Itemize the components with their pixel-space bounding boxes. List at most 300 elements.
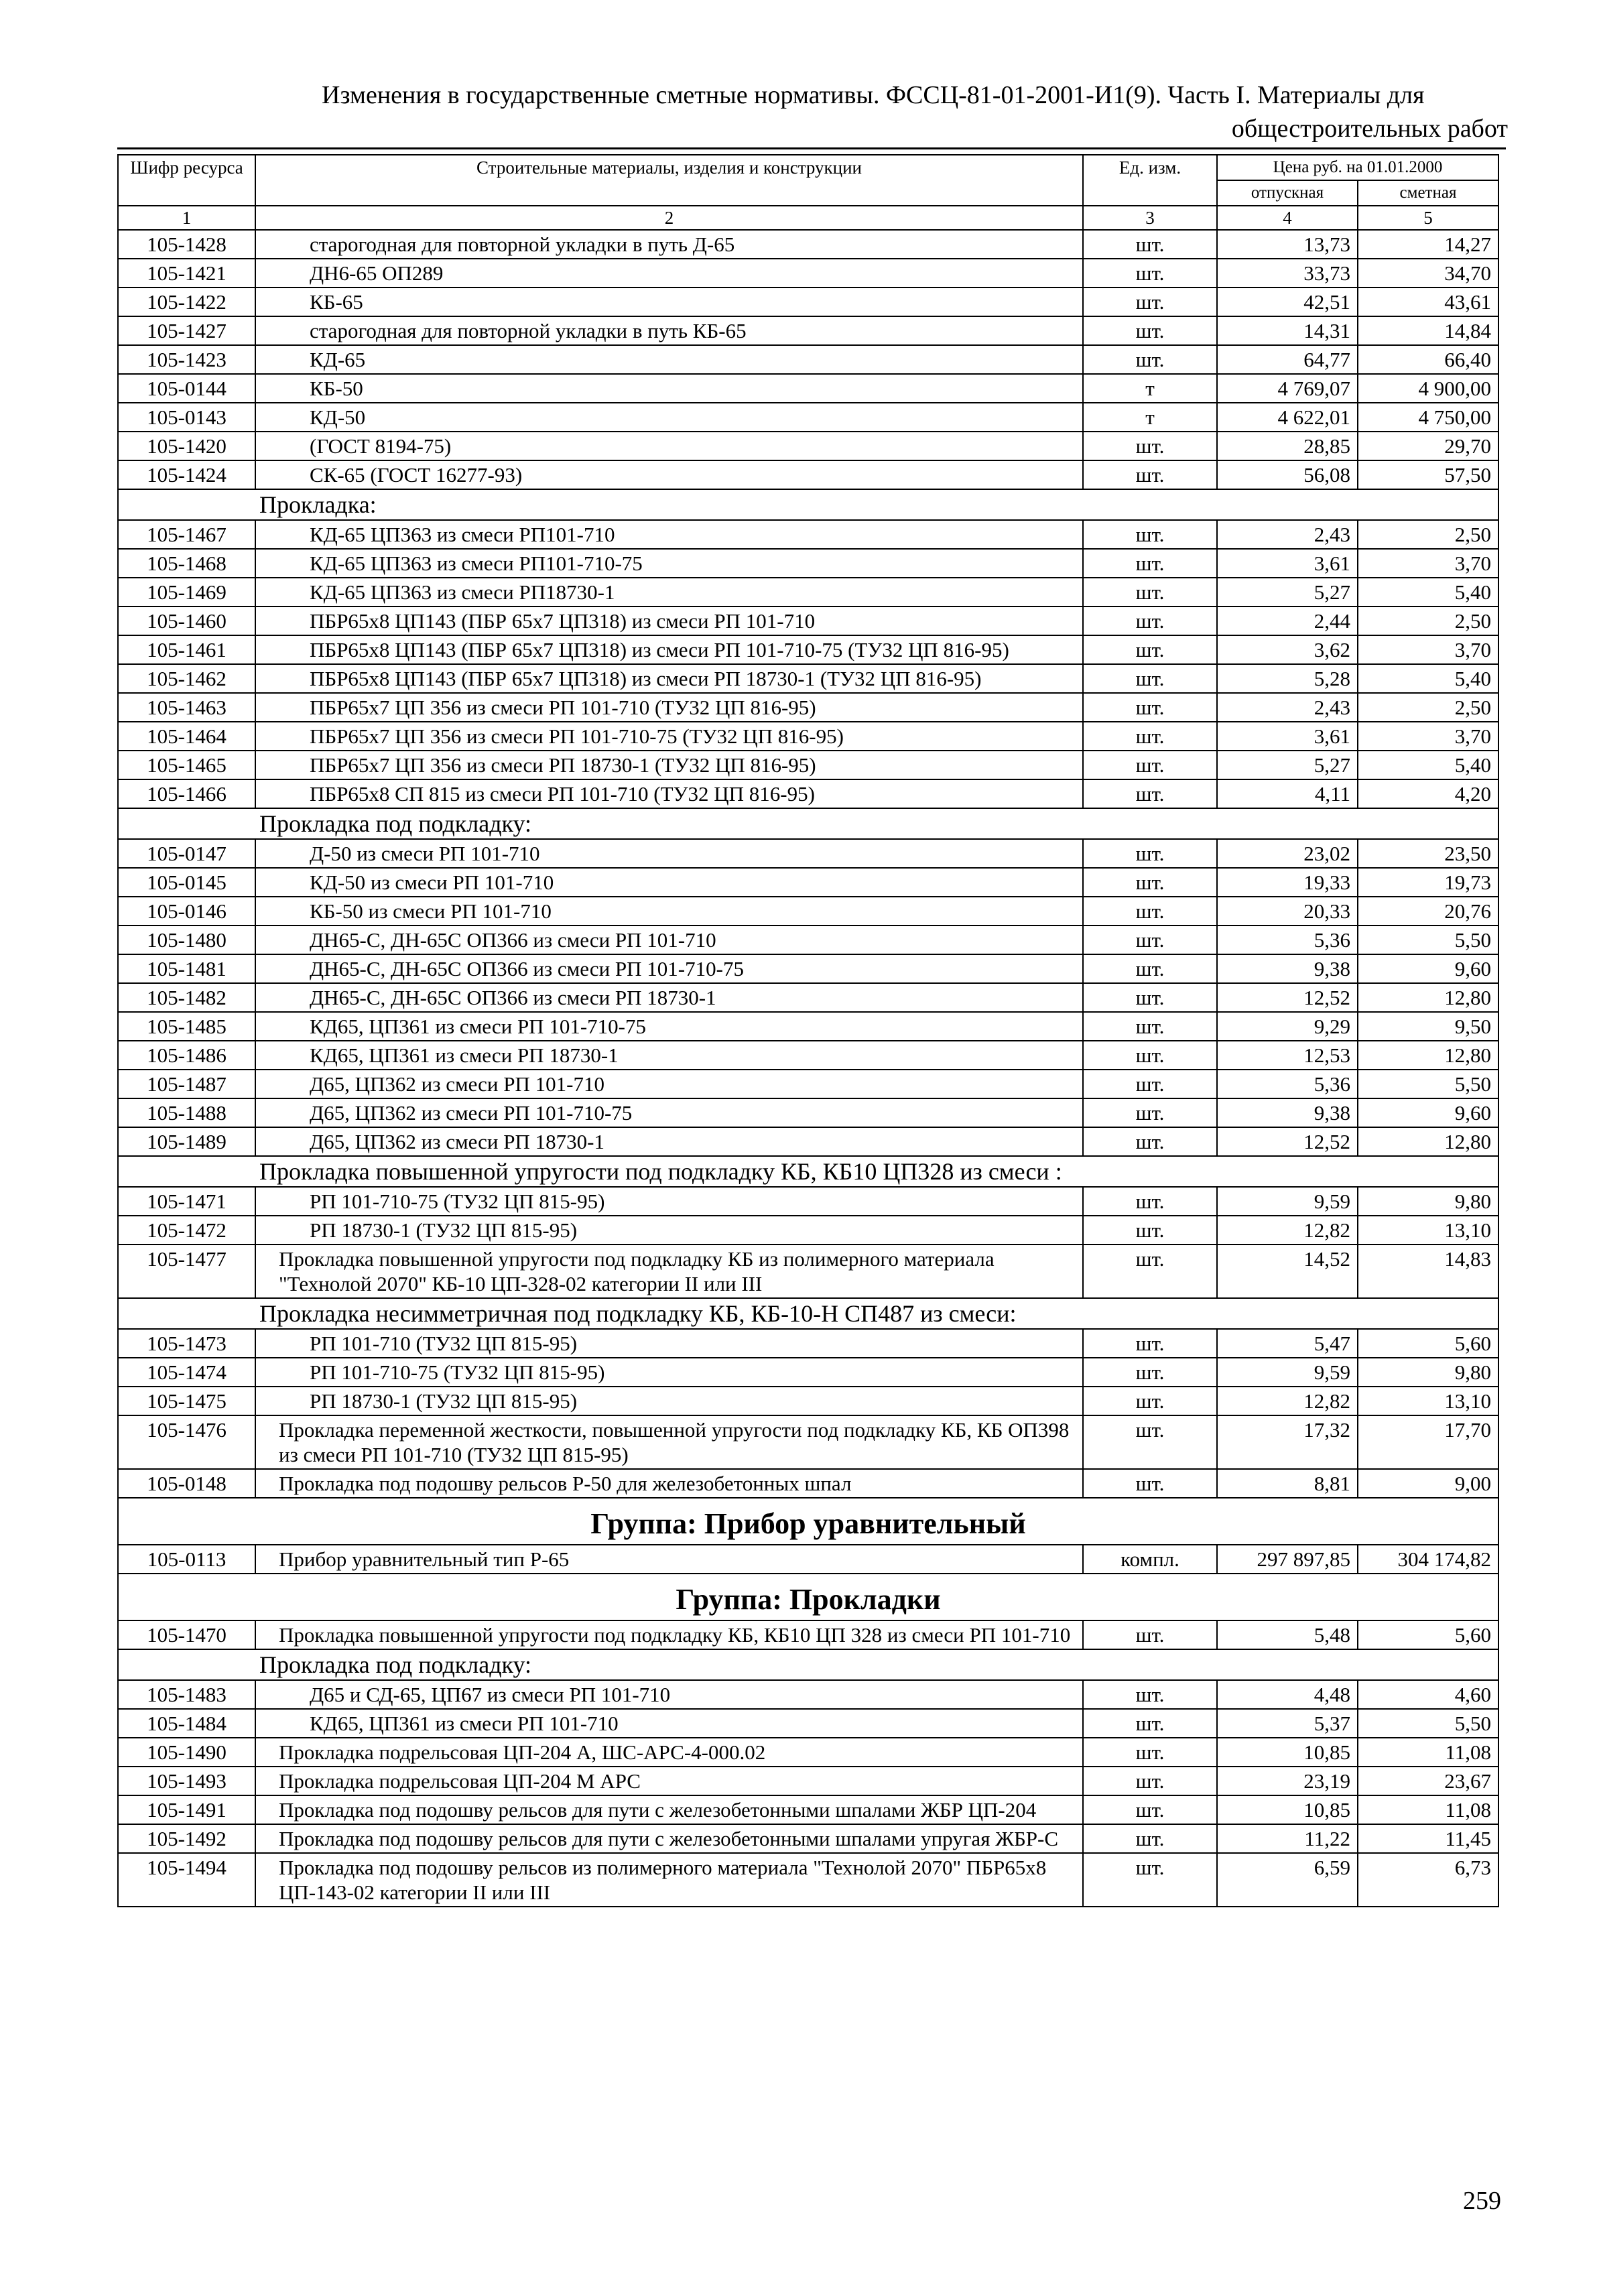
release-price: 2,43 [1217, 520, 1358, 549]
resource-code: 105-1420 [118, 432, 255, 460]
material-name: КД-65 ЦП363 из смеси РП101-710 [255, 520, 1083, 549]
column-number: 1 [118, 206, 255, 230]
resource-code: 105-1475 [118, 1387, 255, 1415]
material-name: СК-65 (ГОСТ 16277-93) [255, 460, 1083, 489]
unit: шт. [1083, 1216, 1217, 1245]
column-number: 4 [1217, 206, 1358, 230]
resource-code: 105-1465 [118, 751, 255, 779]
table-row [118, 664, 1498, 693]
table-row [118, 1767, 1498, 1795]
estimate-price: 9,80 [1358, 1358, 1498, 1387]
material-name: ДН65-С, ДН-65С ОП366 из смеси РП 101-710-75 [255, 954, 1083, 983]
unit: шт. [1083, 1329, 1217, 1358]
material-name: КД65, ЦП361 из смеси РП 101-710-75 [255, 1012, 1083, 1041]
resource-code: 105-1460 [118, 607, 255, 635]
resource-code: 105-1469 [118, 578, 255, 607]
release-price: 9,38 [1217, 1098, 1358, 1127]
estimate-price: 66,40 [1358, 345, 1498, 374]
table-row [118, 288, 1498, 316]
table-row [118, 1620, 1498, 1649]
material-name: КД-50 из смеси РП 101-710 [255, 868, 1083, 897]
material-name: Д65, ЦП362 из смеси РП 101-710-75 [255, 1098, 1083, 1127]
release-price: 5,36 [1217, 1070, 1358, 1098]
estimate-price: 13,10 [1358, 1216, 1498, 1245]
material-name: (ГОСТ 8194-75) [255, 432, 1083, 460]
estimate-price: 5,40 [1358, 578, 1498, 607]
release-price: 20,33 [1217, 897, 1358, 926]
estimate-price: 3,70 [1358, 549, 1498, 578]
resource-code: 105-1494 [118, 1853, 255, 1907]
material-name: ПБР65х7 ЦП 356 из смеси РП 101-710 (ТУ32 ЦП 816-95) [255, 693, 1083, 722]
material-name: РП 101-710-75 (ТУ32 ЦП 815-95) [255, 1358, 1083, 1387]
unit: шт. [1083, 432, 1217, 460]
resource-code: 105-1489 [118, 1127, 255, 1156]
release-price: 10,85 [1217, 1738, 1358, 1767]
release-price: 17,32 [1217, 1415, 1358, 1469]
estimate-price: 2,50 [1358, 693, 1498, 722]
resource-code: 105-0148 [118, 1469, 255, 1498]
table-row [118, 693, 1498, 722]
material-name: КД65, ЦП361 из смеси РП 101-710 [255, 1709, 1083, 1738]
resource-code: 105-1463 [118, 693, 255, 722]
resource-code: 105-1476 [118, 1415, 255, 1469]
release-price: 14,52 [1217, 1245, 1358, 1298]
release-price: 12,53 [1217, 1041, 1358, 1070]
resource-code: 105-1484 [118, 1709, 255, 1738]
release-price: 12,82 [1217, 1387, 1358, 1415]
unit: шт. [1083, 520, 1217, 549]
unit: шт. [1083, 607, 1217, 635]
release-price: 3,62 [1217, 635, 1358, 664]
table-row [118, 897, 1498, 926]
table-body [118, 230, 1498, 1907]
resource-code: 105-1482 [118, 983, 255, 1012]
estimate-price: 23,67 [1358, 1767, 1498, 1795]
material-name: ПБР65х7 ЦП 356 из смеси РП 18730-1 (ТУ32 ЦП 816-95) [255, 751, 1083, 779]
estimate-price: 34,70 [1358, 259, 1498, 288]
table-row [118, 1709, 1498, 1738]
table-row [118, 954, 1498, 983]
table-row [118, 607, 1498, 635]
column-header-unit: Ед. изм. [1083, 155, 1217, 206]
resource-code: 105-0144 [118, 374, 255, 403]
resource-code: 105-1474 [118, 1358, 255, 1387]
table-row [118, 1738, 1498, 1767]
unit: шт. [1083, 1469, 1217, 1498]
release-price: 3,61 [1217, 549, 1358, 578]
unit: шт. [1083, 1853, 1217, 1907]
unit: шт. [1083, 693, 1217, 722]
header-rule [117, 147, 1506, 149]
material-name: Прокладка подрельсовая ЦП-204 А, ШС-АРС-4-000.02 [255, 1738, 1083, 1767]
material-name: Д65, ЦП362 из смеси РП 101-710 [255, 1070, 1083, 1098]
table-row [118, 926, 1498, 954]
column-number: 3 [1083, 206, 1217, 230]
table-row [118, 432, 1498, 460]
unit: шт. [1083, 1245, 1217, 1298]
materials-price-table [117, 154, 1499, 1907]
unit: шт. [1083, 1358, 1217, 1387]
resource-code: 105-1488 [118, 1098, 255, 1127]
table-row [118, 1127, 1498, 1156]
material-name: Д-50 из смеси РП 101-710 [255, 839, 1083, 868]
unit: компл. [1083, 1545, 1217, 1574]
table-row [118, 1070, 1498, 1098]
unit: шт. [1083, 1824, 1217, 1853]
material-name: Прокладка переменной жесткости, повышенной упругости под подкладку КБ, КБ ОП398 из смеси РП 101-710 (ТУ32 ЦП 815-95) [255, 1415, 1083, 1469]
column-header-price: Цена руб. на 01.01.2000 [1217, 155, 1498, 180]
resource-code: 105-1423 [118, 345, 255, 374]
column-header-release-price: отпускная [1217, 180, 1358, 206]
resource-code: 105-1464 [118, 722, 255, 751]
material-name: ПБР65х8 СП 815 из смеси РП 101-710 (ТУ32 ЦП 816-95) [255, 779, 1083, 808]
release-price: 23,02 [1217, 839, 1358, 868]
estimate-price: 12,80 [1358, 1127, 1498, 1156]
release-price: 33,73 [1217, 259, 1358, 288]
material-name: старогодная для повторной укладки в путь Д-65 [255, 230, 1083, 259]
estimate-price: 14,27 [1358, 230, 1498, 259]
subsection-heading: Прокладка под подкладку: [118, 1649, 1498, 1680]
release-price: 5,48 [1217, 1620, 1358, 1649]
group-heading: Группа: Прибор уравнительный [118, 1498, 1498, 1545]
table-row [118, 839, 1498, 868]
unit: т [1083, 374, 1217, 403]
estimate-price: 17,70 [1358, 1415, 1498, 1469]
resource-code: 105-1461 [118, 635, 255, 664]
release-price: 4,48 [1217, 1680, 1358, 1709]
unit: шт. [1083, 954, 1217, 983]
material-name: Прокладка повышенной упругости под подкладку КБ из полимерного материала "Технолой 2070" КБ-10 ЦП-328-02 категории II или III [255, 1245, 1083, 1298]
material-name: КД-65 ЦП363 из смеси РП18730-1 [255, 578, 1083, 607]
estimate-price: 14,83 [1358, 1245, 1498, 1298]
table-row [118, 1098, 1498, 1127]
unit: шт. [1083, 1012, 1217, 1041]
resource-code: 105-1491 [118, 1795, 255, 1824]
estimate-price: 14,84 [1358, 316, 1498, 345]
estimate-price: 12,80 [1358, 1041, 1498, 1070]
column-header-name: Строительные материалы, изделия и конструкции [255, 155, 1083, 206]
estimate-price: 23,50 [1358, 839, 1498, 868]
unit: шт. [1083, 751, 1217, 779]
table-row [118, 779, 1498, 808]
release-price: 2,44 [1217, 607, 1358, 635]
release-price: 12,82 [1217, 1216, 1358, 1245]
material-name: ПБР65х8 ЦП143 (ПБР 65х7 ЦП318) из смеси РП 18730-1 (ТУ32 ЦП 816-95) [255, 664, 1083, 693]
table-row [118, 635, 1498, 664]
unit: шт. [1083, 230, 1217, 259]
unit: шт. [1083, 664, 1217, 693]
subsection-row [118, 1298, 1498, 1329]
estimate-price: 5,60 [1358, 1620, 1498, 1649]
estimate-price: 9,60 [1358, 954, 1498, 983]
unit: шт. [1083, 926, 1217, 954]
estimate-price: 304 174,82 [1358, 1545, 1498, 1574]
material-name: РП 101-710-75 (ТУ32 ЦП 815-95) [255, 1187, 1083, 1216]
estimate-price: 2,50 [1358, 607, 1498, 635]
group-row [118, 1574, 1498, 1620]
material-name: ДН65-С, ДН-65С ОП366 из смеси РП 18730-1 [255, 983, 1083, 1012]
resource-code: 105-1485 [118, 1012, 255, 1041]
estimate-price: 3,70 [1358, 635, 1498, 664]
estimate-price: 5,40 [1358, 751, 1498, 779]
table-row [118, 374, 1498, 403]
estimate-price: 4 750,00 [1358, 403, 1498, 432]
release-price: 6,59 [1217, 1853, 1358, 1907]
table-row [118, 230, 1498, 259]
page-number: 259 [1463, 2187, 1501, 2215]
unit: шт. [1083, 1041, 1217, 1070]
release-price: 5,27 [1217, 578, 1358, 607]
material-name: Прокладка под подошву рельсов Р-50 для железобетонных шпал [255, 1469, 1083, 1498]
release-price: 10,85 [1217, 1795, 1358, 1824]
unit: шт. [1083, 779, 1217, 808]
estimate-price: 4,20 [1358, 779, 1498, 808]
estimate-price: 43,61 [1358, 288, 1498, 316]
unit: шт. [1083, 839, 1217, 868]
estimate-price: 12,80 [1358, 983, 1498, 1012]
material-name: Прибор уравнительный тип Р-65 [255, 1545, 1083, 1574]
resource-code: 105-1493 [118, 1767, 255, 1795]
table-row [118, 345, 1498, 374]
resource-code: 105-1421 [118, 259, 255, 288]
unit: шт. [1083, 1070, 1217, 1098]
unit: шт. [1083, 1127, 1217, 1156]
material-name: КД65, ЦП361 из смеси РП 18730-1 [255, 1041, 1083, 1070]
column-number: 2 [255, 206, 1083, 230]
subsection-row [118, 489, 1498, 520]
release-price: 2,43 [1217, 693, 1358, 722]
table-row [118, 1041, 1498, 1070]
release-price: 4 622,01 [1217, 403, 1358, 432]
estimate-price: 9,00 [1358, 1469, 1498, 1498]
resource-code: 105-1481 [118, 954, 255, 983]
material-name: Прокладка под подошву рельсов из полимерного материала "Технолой 2070" ПБР65х8 ЦП-143-02 категории II или III [255, 1853, 1083, 1907]
material-name: РП 18730-1 (ТУ32 ЦП 815-95) [255, 1216, 1083, 1245]
estimate-price: 5,50 [1358, 1709, 1498, 1738]
table-row [118, 1415, 1498, 1469]
estimate-price: 9,50 [1358, 1012, 1498, 1041]
unit: шт. [1083, 1738, 1217, 1767]
resource-code: 105-0147 [118, 839, 255, 868]
material-name: РП 101-710 (ТУ32 ЦП 815-95) [255, 1329, 1083, 1358]
material-name: КБ-50 [255, 374, 1083, 403]
table-row [118, 1245, 1498, 1298]
unit: шт. [1083, 1620, 1217, 1649]
estimate-price: 57,50 [1358, 460, 1498, 489]
release-price: 11,22 [1217, 1824, 1358, 1853]
unit: шт. [1083, 259, 1217, 288]
resource-code: 105-1487 [118, 1070, 255, 1098]
resource-code: 105-1477 [118, 1245, 255, 1298]
document-header-subtitle: общестроительных работ [1231, 115, 1508, 143]
unit: шт. [1083, 578, 1217, 607]
table-row [118, 578, 1498, 607]
subsection-heading: Прокладка: [118, 489, 1498, 520]
estimate-price: 5,50 [1358, 926, 1498, 954]
release-price: 14,31 [1217, 316, 1358, 345]
release-price: 5,27 [1217, 751, 1358, 779]
table-row [118, 751, 1498, 779]
estimate-price: 5,40 [1358, 664, 1498, 693]
material-name: Прокладка повышенной упругости под подкладку КБ, КБ10 ЦП 328 из смеси РП 101-710 [255, 1620, 1083, 1649]
estimate-price: 29,70 [1358, 432, 1498, 460]
unit: шт. [1083, 1795, 1217, 1824]
table-row [118, 403, 1498, 432]
subsection-heading: Прокладка повышенной упругости под подкладку КБ, КБ10 ЦП328 из смеси : [118, 1156, 1498, 1187]
table-row [118, 1824, 1498, 1853]
resource-code: 105-1427 [118, 316, 255, 345]
unit: шт. [1083, 983, 1217, 1012]
estimate-price: 4 900,00 [1358, 374, 1498, 403]
estimate-price: 11,08 [1358, 1738, 1498, 1767]
material-name: КБ-65 [255, 288, 1083, 316]
material-name: Прокладка под подошву рельсов для пути с железобетонными шпалами ЖБР ЦП-204 [255, 1795, 1083, 1824]
release-price: 9,59 [1217, 1187, 1358, 1216]
table-row [118, 1012, 1498, 1041]
estimate-price: 2,50 [1358, 520, 1498, 549]
table-row [118, 1329, 1498, 1358]
resource-code: 105-1466 [118, 779, 255, 808]
subsection-heading: Прокладка под подкладку: [118, 808, 1498, 839]
resource-code: 105-1471 [118, 1187, 255, 1216]
material-name: Д65, ЦП362 из смеси РП 18730-1 [255, 1127, 1083, 1156]
unit: шт. [1083, 1415, 1217, 1469]
unit: шт. [1083, 345, 1217, 374]
document-header-title: Изменения в государственные сметные нормативы. ФССЦ-81-01-2001-И1(9). Часть I. Материалы для [322, 81, 1425, 109]
unit: шт. [1083, 1767, 1217, 1795]
unit: шт. [1083, 1387, 1217, 1415]
resource-code: 105-1472 [118, 1216, 255, 1245]
subsection-row [118, 1156, 1498, 1187]
table-row [118, 460, 1498, 489]
column-header-estimate-price: сметная [1358, 180, 1498, 206]
release-price: 13,73 [1217, 230, 1358, 259]
release-price: 9,59 [1217, 1358, 1358, 1387]
release-price: 23,19 [1217, 1767, 1358, 1795]
estimate-price: 9,80 [1358, 1187, 1498, 1216]
table-row [118, 1387, 1498, 1415]
table-row [118, 549, 1498, 578]
table-row [118, 1853, 1498, 1907]
estimate-price: 5,60 [1358, 1329, 1498, 1358]
resource-code: 105-1470 [118, 1620, 255, 1649]
release-price: 297 897,85 [1217, 1545, 1358, 1574]
estimate-price: 4,60 [1358, 1680, 1498, 1709]
group-row [118, 1498, 1498, 1545]
estimate-price: 6,73 [1358, 1853, 1498, 1907]
subsection-heading: Прокладка несимметричная под подкладку КБ, КБ-10-Н СП487 из смеси: [118, 1298, 1498, 1329]
unit: шт. [1083, 722, 1217, 751]
release-price: 64,77 [1217, 345, 1358, 374]
resource-code: 105-1467 [118, 520, 255, 549]
unit: шт. [1083, 316, 1217, 345]
resource-code: 105-1428 [118, 230, 255, 259]
material-name: ДН6-65 ОП289 [255, 259, 1083, 288]
estimate-price: 9,60 [1358, 1098, 1498, 1127]
table-row [118, 722, 1498, 751]
resource-code: 105-1422 [118, 288, 255, 316]
subsection-row [118, 1649, 1498, 1680]
table-row [118, 1680, 1498, 1709]
unit: шт. [1083, 897, 1217, 926]
resource-code: 105-1462 [118, 664, 255, 693]
release-price: 3,61 [1217, 722, 1358, 751]
resource-code: 105-1468 [118, 549, 255, 578]
subsection-row [118, 808, 1498, 839]
estimate-price: 3,70 [1358, 722, 1498, 751]
release-price: 5,36 [1217, 926, 1358, 954]
column-header-code: Шифр ресурса [118, 155, 255, 206]
release-price: 5,47 [1217, 1329, 1358, 1358]
material-name: ПБР65х8 ЦП143 (ПБР 65х7 ЦП318) из смеси РП 101-710-75 (ТУ32 ЦП 816-95) [255, 635, 1083, 664]
resource-code: 105-0146 [118, 897, 255, 926]
table-row [118, 868, 1498, 897]
estimate-price: 11,45 [1358, 1824, 1498, 1853]
release-price: 42,51 [1217, 288, 1358, 316]
resource-code: 105-0113 [118, 1545, 255, 1574]
estimate-price: 5,50 [1358, 1070, 1498, 1098]
unit: т [1083, 403, 1217, 432]
material-name: Прокладка подрельсовая ЦП-204 М АРС [255, 1767, 1083, 1795]
material-name: ДН65-С, ДН-65С ОП366 из смеси РП 101-710 [255, 926, 1083, 954]
resource-code: 105-1492 [118, 1824, 255, 1853]
resource-code: 105-1473 [118, 1329, 255, 1358]
material-name: ПБР65х8 ЦП143 (ПБР 65х7 ЦП318) из смеси РП 101-710 [255, 607, 1083, 635]
estimate-price: 20,76 [1358, 897, 1498, 926]
table-row [118, 1187, 1498, 1216]
release-price: 19,33 [1217, 868, 1358, 897]
release-price: 9,29 [1217, 1012, 1358, 1041]
release-price: 5,37 [1217, 1709, 1358, 1738]
unit: шт. [1083, 868, 1217, 897]
estimate-price: 19,73 [1358, 868, 1498, 897]
table-row [118, 520, 1498, 549]
material-name: старогодная для повторной укладки в путь КБ-65 [255, 316, 1083, 345]
estimate-price: 11,08 [1358, 1795, 1498, 1824]
table-row [118, 1216, 1498, 1245]
release-price: 4 769,07 [1217, 374, 1358, 403]
material-name: РП 18730-1 (ТУ32 ЦП 815-95) [255, 1387, 1083, 1415]
release-price: 12,52 [1217, 983, 1358, 1012]
table-row [118, 1795, 1498, 1824]
material-name: КБ-50 из смеси РП 101-710 [255, 897, 1083, 926]
group-heading: Группа: Прокладки [118, 1574, 1498, 1620]
unit: шт. [1083, 1098, 1217, 1127]
resource-code: 105-1486 [118, 1041, 255, 1070]
release-price: 8,81 [1217, 1469, 1358, 1498]
release-price: 9,38 [1217, 954, 1358, 983]
table-row [118, 316, 1498, 345]
table-row [118, 259, 1498, 288]
resource-code: 105-1424 [118, 460, 255, 489]
table-row [118, 1545, 1498, 1574]
table-row [118, 983, 1498, 1012]
unit: шт. [1083, 635, 1217, 664]
material-name: КД-50 [255, 403, 1083, 432]
unit: шт. [1083, 460, 1217, 489]
release-price: 12,52 [1217, 1127, 1358, 1156]
release-price: 56,08 [1217, 460, 1358, 489]
unit: шт. [1083, 1680, 1217, 1709]
resource-code: 105-0143 [118, 403, 255, 432]
estimate-price: 13,10 [1358, 1387, 1498, 1415]
column-number: 5 [1358, 206, 1498, 230]
material-name: КД-65 [255, 345, 1083, 374]
material-name: Д65 и СД-65, ЦП67 из смеси РП 101-710 [255, 1680, 1083, 1709]
unit: шт. [1083, 549, 1217, 578]
resource-code: 105-1480 [118, 926, 255, 954]
resource-code: 105-0145 [118, 868, 255, 897]
